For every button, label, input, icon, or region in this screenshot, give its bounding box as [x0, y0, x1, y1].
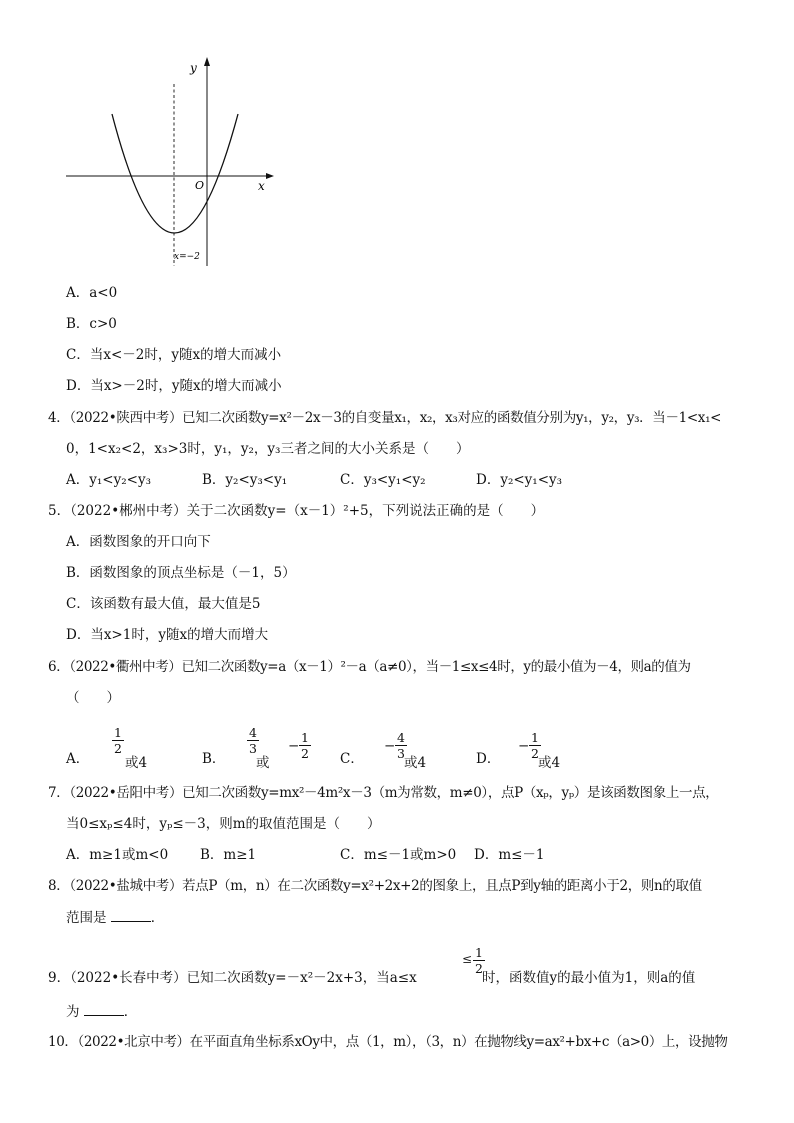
q6-option-b-fraction2: [299, 731, 311, 760]
q6-option-a-numerator: 1: [114, 725, 122, 740]
q6-option-b-letter: B．: [202, 751, 226, 767]
q6-option-c-letter: C．: [340, 751, 364, 767]
q6-option-b-minus: −: [288, 738, 300, 754]
q9-stem-line2: 为 ．: [66, 1004, 138, 1020]
q9-denominator: 2: [475, 961, 483, 976]
q6-option-c-minus: −: [384, 738, 396, 754]
q5-option-a: A．函数图象的开口向下: [66, 534, 211, 550]
q5-option-b: B．函数图象的顶点坐标是（－1，5）: [66, 565, 296, 581]
q6-option-c-tail: 或4: [404, 755, 427, 771]
q6-option-c-numerator: 4: [397, 730, 405, 745]
x-axis-arrow: [266, 173, 274, 179]
q6-option-b-denominator: 3: [249, 741, 257, 756]
q9-answer-blank[interactable]: [84, 1003, 124, 1016]
q6-stem-line1: 6．（2022•衢州中考）已知二次函数y=a（x－1）²－a（a≠0），当－1≤x≤4时，y的最小值为－4，则a的值为: [48, 659, 691, 675]
q6-option-d-numerator: 1: [531, 730, 539, 745]
q7-option-a: A．m≥1或m<0: [66, 847, 169, 863]
q7-stem-line2: 当0≤xₚ≤4时，yₚ≤－3，则m的取值范围是（ ）: [66, 816, 381, 832]
q8-answer-blank[interactable]: [111, 909, 151, 922]
q7-option-d: D．m≤－1: [474, 847, 545, 863]
q6-option-d-letter: D．: [476, 751, 501, 767]
parabola-curve: [112, 114, 238, 233]
q5-stem: 5．（2022•郴州中考）关于二次函数y=（x－1）²+5，下列说法正确的是（ ）: [48, 503, 545, 519]
q8-stem-line2: 范围是 ．: [66, 910, 165, 926]
q6-option-a-fraction: [112, 726, 124, 755]
q5-option-d: D．当x>1时，y随x的增大而增大: [66, 627, 269, 643]
q8-prefix: 范围是: [66, 910, 107, 926]
q3-option-a: A．a<0: [66, 285, 118, 301]
q6-option-b-mid: 或: [256, 755, 270, 771]
q3-option-b: B．c>0: [66, 316, 117, 332]
q9-prefix: 为: [66, 1004, 80, 1020]
q9-numerator: 1: [475, 945, 483, 960]
q4-option-b: B．y₂<y₃<y₁: [202, 472, 288, 488]
q9-stem-line1a: 9．（2022•长春中考）已知二次函数y=－x²－2x+3，当a≤x: [48, 970, 417, 986]
y-axis-label: y: [190, 61, 197, 75]
q6-option-a-denominator: 2: [114, 741, 122, 756]
q7-option-c: C．m≤－1或m>0: [340, 847, 457, 863]
q6-option-b-denominator2: 2: [301, 746, 309, 761]
q8-stem-line1: 8．（2022•盐城中考）若点P（m，n）在二次函数y=x²+2x+2的图象上，且点P到y轴的距离小于2，则n的取值: [48, 878, 702, 894]
q6-option-a-letter: A．: [66, 751, 90, 767]
q6-option-d-minus: −: [518, 738, 530, 754]
q4-stem-line2: 0，1<x₂<2，x₃>3时，y₁，y₂，y₃三者之间的大小关系是（ ）: [66, 441, 470, 457]
q5-option-c: C．该函数有最大值，最大值是5: [66, 596, 261, 612]
q6-option-c-denominator: 3: [397, 746, 405, 761]
q6-option-a-tail: 或4: [125, 755, 148, 771]
q3-option-c: C．当x<－2时，y随x的增大而减小: [66, 347, 282, 363]
q7-stem-line1: 7．（2022•岳阳中考）已知二次函数y=mx²－4m²x－3（m为常数，m≠0），点P（xₚ，yₚ）是该函数图象上一点，: [48, 785, 719, 801]
q6-stem-line2: （ ）: [66, 690, 120, 706]
symmetry-axis-label: x=−2: [174, 252, 200, 262]
q4-stem-line1: 4．（2022•陕西中考）已知二次函数y=x²－2x－3的自变量x₁，x₂，x₃对应的函数值分别为y₁，y₂，y₃．当－1<x₁<: [48, 410, 722, 426]
parabola-graph: [62, 52, 282, 272]
q10-stem-line1: 10．（2022•北京中考）在平面直角坐标系xOy中，点（1，m），（3，n）在抛物线y=ax²+bx+c（a>0）上，设抛物: [48, 1034, 728, 1050]
q4-option-d: D．y₂<y₁<y₃: [476, 472, 563, 488]
q4-option-c: C．y₃<y₁<y₂: [340, 472, 426, 488]
q3-option-d: D．当x>－2时，y随x的增大而减小: [66, 378, 282, 394]
q9-leq-symbol: ≤: [462, 952, 473, 966]
q6-option-d-tail: 或4: [538, 755, 561, 771]
q6-option-b-numerator2: 1: [301, 730, 309, 745]
y-axis-arrow: [204, 57, 210, 66]
q4-option-a: A．y₁<y₂<y₃: [66, 472, 151, 488]
x-axis-label: x: [258, 179, 265, 193]
q9-stem-line1b: 时，函数值y的最小值为1，则a的值: [482, 970, 696, 986]
q6-option-d-denominator: 2: [531, 746, 539, 761]
q6-option-b-numerator: 4: [249, 725, 257, 740]
q7-option-b: B．m≥1: [200, 847, 257, 863]
origin-label: O: [195, 179, 205, 192]
